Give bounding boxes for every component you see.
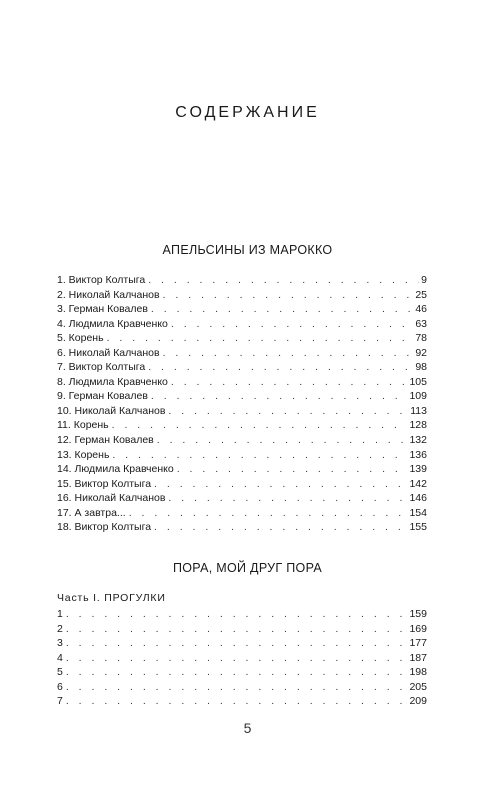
toc-entry-page: 187 bbox=[409, 651, 427, 664]
toc-entry-label: 16. Николай Калчанов bbox=[57, 492, 166, 505]
toc-entry-label: 9. Герман Ковалев bbox=[57, 390, 148, 403]
leader-dots bbox=[112, 418, 408, 433]
toc-entry-page: 177 bbox=[409, 637, 427, 650]
leader-dots bbox=[163, 288, 414, 303]
toc-entry-label: 7. Виктор Колтыга bbox=[57, 361, 146, 374]
toc-entry-page: 128 bbox=[409, 419, 427, 432]
toc-entry bbox=[57, 651, 427, 666]
leader-dots bbox=[129, 506, 408, 521]
toc-entry bbox=[57, 273, 427, 288]
toc-entry-page: 159 bbox=[409, 608, 427, 620]
part-heading: Часть I. ПРОГУЛКИ bbox=[57, 592, 166, 604]
toc-entry-label: 15. Виктор Колтыга bbox=[57, 477, 152, 490]
leader-dots bbox=[171, 375, 408, 390]
toc-entry bbox=[57, 448, 427, 463]
leader-dots bbox=[148, 360, 413, 375]
leader-dots bbox=[66, 636, 408, 651]
toc-entry-label: 13. Корень bbox=[57, 448, 110, 461]
toc-entry-label: 1 bbox=[57, 608, 63, 620]
toc-entry-page: 109 bbox=[409, 390, 427, 403]
leader-dots bbox=[168, 491, 407, 506]
toc-entry bbox=[57, 491, 427, 506]
toc-entry-label: 12. Герман Ковалев bbox=[57, 434, 154, 447]
toc-entry-page: 209 bbox=[409, 695, 427, 708]
toc-entry-label: 6 bbox=[57, 680, 63, 693]
toc-entry-label: 4. Людмила Кравченко bbox=[57, 317, 168, 330]
toc-entry-label: 2. Николай Калчанов bbox=[57, 288, 160, 301]
toc-entry bbox=[57, 317, 427, 332]
toc-entry-page: 46 bbox=[415, 303, 427, 316]
leader-dots bbox=[154, 520, 407, 535]
toc-entry bbox=[57, 462, 427, 477]
toc-entry bbox=[57, 665, 427, 680]
toc-list-oranges bbox=[57, 273, 427, 535]
toc-entry bbox=[57, 433, 427, 448]
toc-entry bbox=[57, 636, 427, 651]
toc-entry-label: 14. Людмила Кравченко bbox=[57, 463, 174, 476]
leader-dots bbox=[66, 607, 408, 622]
toc-entry-page: 132 bbox=[409, 434, 427, 447]
toc-entry-label: 4 bbox=[57, 651, 63, 664]
toc-entry-label: 17. А завтра... bbox=[57, 506, 126, 519]
page-title: СОДЕРЖАНИЕ bbox=[175, 103, 320, 121]
toc-entry bbox=[57, 607, 427, 622]
toc-entry-page: 142 bbox=[409, 477, 427, 490]
toc-entry-page: 154 bbox=[409, 506, 427, 519]
toc-entry-label: 11. Корень bbox=[57, 419, 109, 432]
toc-entry-page: 146 bbox=[409, 492, 427, 505]
toc-entry-page: 92 bbox=[415, 346, 427, 359]
leader-dots bbox=[66, 651, 408, 666]
leader-dots bbox=[177, 462, 408, 477]
toc-entry-label: 3 bbox=[57, 637, 63, 650]
toc-entry bbox=[57, 346, 427, 361]
toc-entry bbox=[57, 331, 427, 346]
leader-dots bbox=[163, 346, 414, 361]
toc-entry-page: 105 bbox=[409, 375, 427, 388]
toc-entry-label: 1. Виктор Колтыга bbox=[57, 274, 146, 286]
toc-entry bbox=[57, 375, 427, 390]
leader-dots bbox=[112, 448, 407, 463]
toc-entry-page: 205 bbox=[409, 680, 427, 693]
toc-entry-label: 10. Николай Калчанов bbox=[57, 404, 166, 417]
toc-entry-page: 25 bbox=[415, 288, 427, 301]
toc-entry-page: 78 bbox=[415, 332, 427, 345]
page-number: 5 bbox=[243, 720, 252, 736]
leader-dots bbox=[157, 433, 408, 448]
toc-entry-label: 7 bbox=[57, 695, 63, 708]
toc-entry-page: 198 bbox=[409, 666, 427, 679]
toc-entry bbox=[57, 622, 427, 637]
toc-entry-page: 113 bbox=[410, 404, 427, 417]
section-title-oranges: АПЕЛЬСИНЫ ИЗ МАРОККО bbox=[162, 243, 333, 257]
leader-dots bbox=[154, 477, 407, 492]
leader-dots bbox=[66, 694, 408, 709]
leader-dots bbox=[66, 622, 408, 637]
toc-entry-label: 18. Виктор Колтыга bbox=[57, 521, 152, 534]
toc-entry bbox=[57, 360, 427, 375]
toc-entry bbox=[57, 302, 427, 317]
leader-dots bbox=[151, 302, 413, 317]
toc-entry-label: 3. Герман Ковалев bbox=[57, 303, 148, 316]
toc-entry bbox=[57, 288, 427, 303]
toc-entry-page: 155 bbox=[409, 521, 427, 534]
toc-entry-page: 136 bbox=[409, 448, 427, 461]
leader-dots bbox=[107, 331, 414, 346]
leader-dots bbox=[151, 389, 408, 404]
toc-entry bbox=[57, 694, 427, 709]
toc-entry bbox=[57, 389, 427, 404]
toc-entry-page: 169 bbox=[409, 622, 427, 635]
toc-entry-page: 9 bbox=[421, 274, 427, 286]
section-title-time: ПОРА, МОЙ ДРУГ ПОРА bbox=[172, 561, 323, 575]
toc-list-part-one bbox=[57, 607, 427, 709]
toc-entry bbox=[57, 520, 427, 535]
toc-entry-label: 6. Николай Калчанов bbox=[57, 346, 160, 359]
leader-dots bbox=[66, 665, 408, 680]
leader-dots bbox=[171, 317, 413, 332]
toc-entry-page: 98 bbox=[415, 361, 427, 374]
toc-entry-page: 139 bbox=[409, 463, 427, 476]
leader-dots bbox=[148, 273, 419, 288]
toc-entry bbox=[57, 680, 427, 695]
toc-entry-label: 5 bbox=[57, 666, 63, 679]
toc-entry bbox=[57, 506, 427, 521]
toc-entry-label: 8. Людмила Кравченко bbox=[57, 375, 168, 388]
leader-dots bbox=[168, 404, 408, 419]
leader-dots bbox=[66, 680, 408, 695]
toc-entry-label: 2 bbox=[57, 622, 63, 635]
toc-entry-page: 63 bbox=[415, 317, 427, 330]
toc-entry bbox=[57, 404, 427, 419]
toc-entry bbox=[57, 418, 427, 433]
toc-entry bbox=[57, 477, 427, 492]
toc-entry-label: 5. Корень bbox=[57, 332, 104, 345]
